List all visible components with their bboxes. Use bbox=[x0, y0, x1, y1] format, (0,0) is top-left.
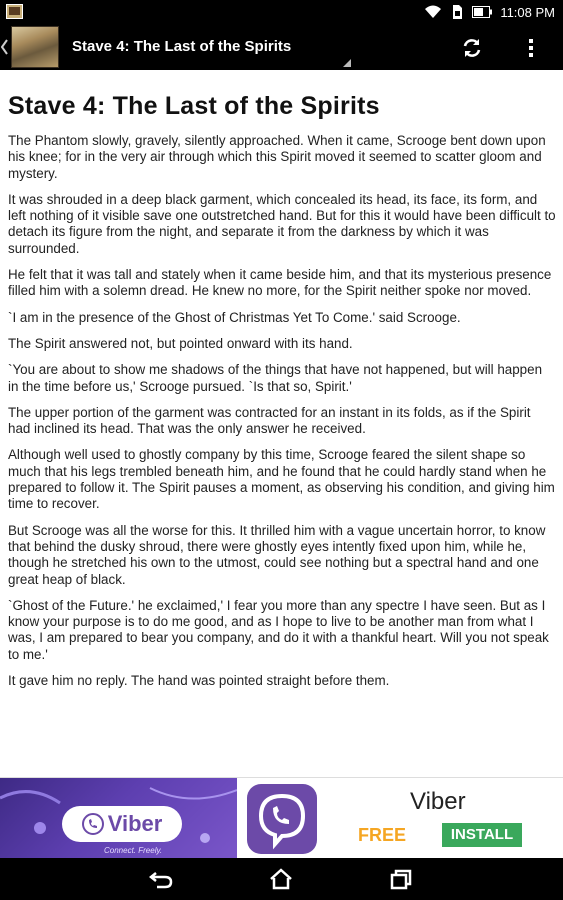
page-title: Stave 4: The Last of the Spirits bbox=[72, 38, 292, 55]
up-arrow-icon[interactable] bbox=[1, 39, 9, 55]
action-bar bbox=[0, 24, 563, 70]
back-icon[interactable] bbox=[148, 867, 174, 891]
spinner-indicator-icon bbox=[343, 59, 351, 67]
viber-logo bbox=[238, 780, 326, 857]
data-saver-icon bbox=[450, 4, 464, 20]
wifi-icon bbox=[424, 5, 442, 19]
status-bar bbox=[0, 0, 563, 24]
ad-pill bbox=[62, 806, 182, 842]
paragraph: It was shrouded in a deep black garment, which concealed its head, its face, its form, and left nothing of it visible save one outstretched hand. But for this it would have been difficult to detach its figure from the night, and separate it from the darkness by which it was surrounded. bbox=[8, 191, 556, 256]
paragraph: It gave him no reply. The hand was pointed straight before them. bbox=[8, 673, 390, 689]
ad-brand: Viber bbox=[410, 788, 466, 815]
paragraph: The upper portion of the garment was contracted for an instant in its folds, as if the Spirit had inclined its head. That was the only answer he received. bbox=[8, 404, 531, 437]
viber-logo-icon bbox=[245, 782, 319, 856]
ad-banner[interactable] bbox=[0, 777, 563, 859]
ad-pill-text: Viber bbox=[107, 811, 163, 836]
battery-icon bbox=[472, 6, 492, 18]
home-icon[interactable] bbox=[268, 867, 294, 891]
paragraph: `Ghost of the Future.' he exclaimed,' I fear you more than any spectre I have seen. But as I know your purpose is to do me good, and as I hope to live to be another man from what I was, I am prepared to bear you company, and do it with a thankful heart. Will you not speak to me.' bbox=[8, 597, 549, 662]
paragraph: But Scrooge was all the worse for this. It thrilled him with a vague uncertain horror, to know that behind the dusky shroud, there were ghostly eyes intently fixed upon him, while he, though he stretched his own to the utmost, could see nothing but a spectral hand and one great heap of black. bbox=[8, 522, 546, 587]
overflow-menu-icon[interactable] bbox=[524, 36, 538, 60]
recents-icon[interactable] bbox=[388, 867, 414, 891]
chapter-content[interactable] bbox=[8, 78, 556, 776]
clock: 11:08 PM bbox=[500, 4, 555, 20]
paragraph: The Phantom slowly, gravely, silently approached. When it came, Scrooge bent down upon his knee; for in the very air through which this Spirit moved it seemed to scatter gloom and mystery. bbox=[8, 133, 546, 181]
navigation-bar bbox=[0, 858, 563, 900]
paragraph: `I am in the presence of the Ghost of Christmas Yet To Come.' said Scrooge. bbox=[8, 309, 461, 325]
refresh-icon[interactable] bbox=[460, 36, 484, 60]
chapter-heading: Stave 4: The Last of the Spirits bbox=[8, 92, 380, 120]
paragraph: Although well used to ghostly company by this time, Scrooge feared the silent shape so much that his legs trembled beneath him, and he found that he could hardly stand when he prepared to follow it. The Spirit pauses a moment, as observing his condition, and giving him time to recover. bbox=[8, 447, 555, 512]
phone-bubble-icon bbox=[82, 813, 104, 835]
ad-tagline: Connect. Freely. bbox=[104, 846, 163, 855]
ad-install-button[interactable]: INSTALL bbox=[442, 823, 522, 847]
ad-free-label: FREE bbox=[358, 825, 407, 845]
book-cover-thumbnail[interactable] bbox=[11, 26, 59, 68]
ad-image[interactable] bbox=[0, 778, 237, 859]
app-notification-icon bbox=[6, 4, 23, 19]
paragraph: `You are about to show me shadows of the things that have not happened, but will happen in the time before us,' Scrooge pursued. `Is that so, Spirit.' bbox=[8, 362, 543, 394]
paragraph: The Spirit answered not, but pointed onward with its hand. bbox=[8, 335, 353, 351]
paragraph: He felt that it was tall and stately when it came beside him, and that its mysterious presence filled him with a solemn dread. He knew no more, for the Spirit neither spoke nor moved. bbox=[8, 267, 552, 299]
